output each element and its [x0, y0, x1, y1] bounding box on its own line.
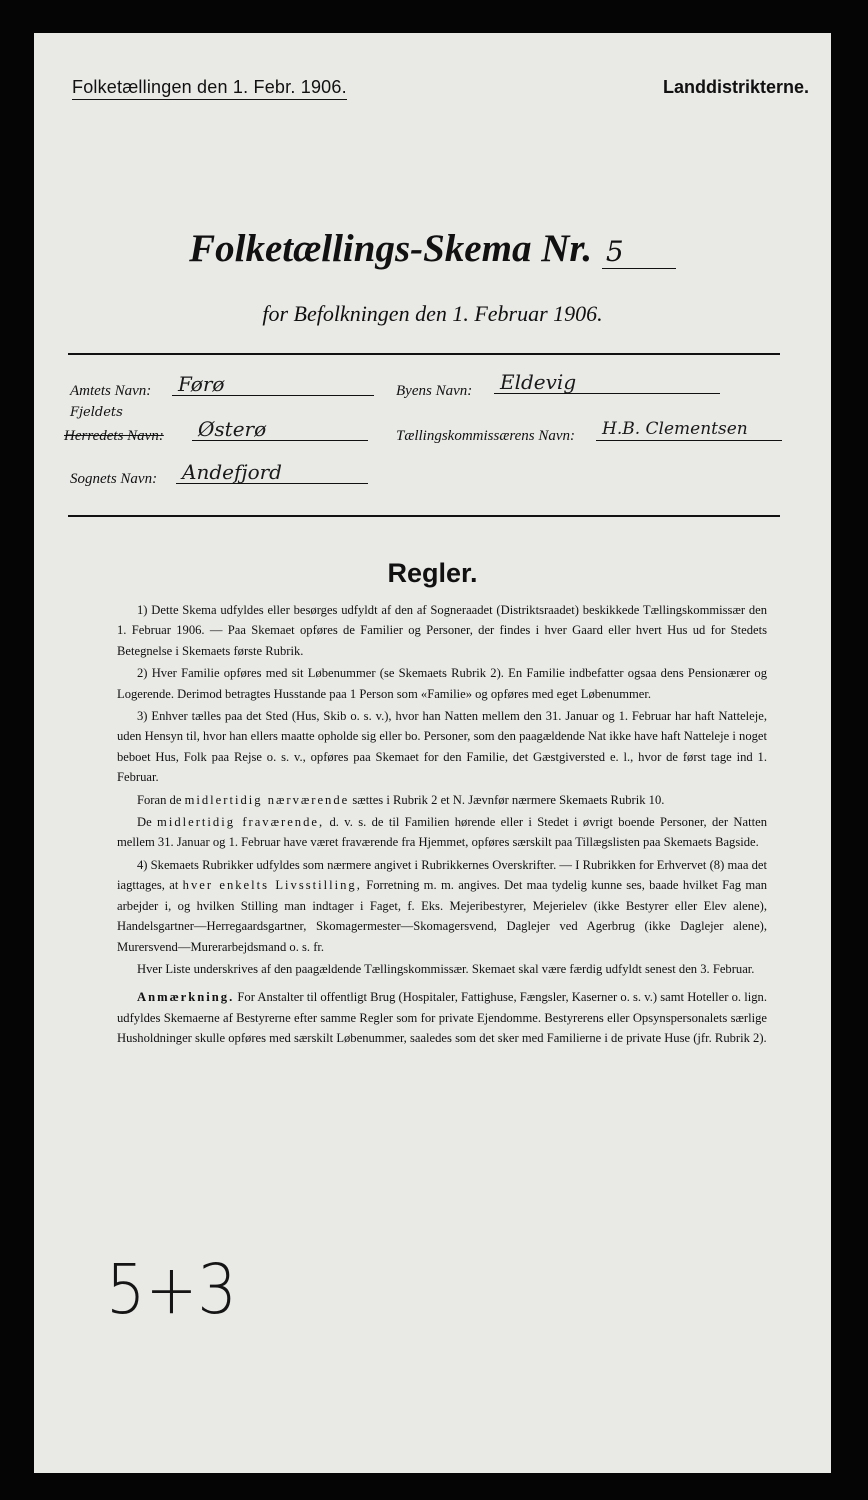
rule-3-present-spaced: midlertidig nærværende — [184, 792, 350, 807]
rule-3-absent-spaced: midlertidig fraværende, — [157, 815, 325, 830]
by-value: Eldevig — [494, 371, 720, 394]
rule-3-present — [117, 790, 767, 810]
remark — [117, 987, 767, 1048]
form-number: 5 — [602, 235, 676, 269]
handwritten-number: 5+3 — [106, 1249, 237, 1330]
rule-3-absent — [117, 812, 767, 853]
sogn-label: Sognets Navn: — [70, 471, 158, 487]
remark-text: For Anstalter til offentligt Brug (Hospitaler, Fattighuse, Fængsler, Kaserner o. s. v.) samt Hoteller o. lign. udfyldes Skemaerne af Bestyrerne efter samme Regler som for private Ejendomme. Bestyrerens eller Opsynspersonalets særlige Husholdninger skulle opføres med særskilt Løbenummer, saaledes som det sker med Familierne i de private Huse (jfr. Rubrik 2). — [117, 990, 767, 1046]
rule-2: 2) Hver Familie opføres med sit Løbenummer (se Skemaets Rubrik 2). En Familie indbefatter ogsaa dens Pensionærer og Logerende. Derimod betragtes Husstande paa 1 Person som «Familie» og opføres med eget Løbenummer. — [117, 666, 767, 701]
herred-label-struck: Herredets Navn: — [64, 428, 164, 444]
rules-heading: Regler. — [387, 558, 478, 588]
rules-text — [117, 600, 767, 1051]
herred-correction: Fjeldets — [70, 405, 123, 420]
divider-top — [68, 353, 780, 355]
rule-4 — [117, 855, 767, 957]
form-title — [34, 226, 831, 271]
remark-label: Anmærkning. — [137, 990, 235, 1005]
form-title-text: Folketællings-Skema Nr. — [189, 227, 593, 270]
rule-3-present-post: sættes i Rubrik 2 et N. Jævnfør nærmere Skemaets Rubrik 10. — [352, 792, 665, 807]
sogn-value: Andefjord — [176, 461, 368, 484]
kommissaer-value: H.B. Clementsen — [596, 418, 782, 441]
rule-4-pre: 4) Skemaets Rubrikker udfyldes som nærmere angivet i Rubrikkernes Overskrifter. — I Rubrikken for Erhvervet (8) maa det iagttages, at — [117, 857, 767, 893]
form-subtitle: for Befolkningen den 1. Februar 1906. — [262, 301, 603, 326]
rule-3: 3) Enhver tælles paa det Sted (Hus, Skib o. s. v.), hvor han Natten mellem den 31. Januar og 1. Februar har haft Natteleje, uden Hensyn til, hvor han ellers maatte opholde sig eller bo. Personer, som den paagældende Nat ikke have haft Natteleje i noget beboet Hus, Folk paa Rejse o. s. v., opføres paa Skemaet for den Familie, det Gæstgiversted e. l., hvor de først tage ind 1. Februar. — [117, 709, 767, 785]
rule-1: 1) Dette Skema udfyldes eller besørges udfyldt af den af Sogneraadet (Distriktsraadet) beskikkede Tællingskommissær den 1. Februar 1906. — Paa Skemaet opføres de Familier og Personer, der findes i hver Gaard eller hvert Hus ud for Stedets Betegnelse i Skemaets første Rubrik. — [117, 603, 767, 658]
divider-bottom — [68, 515, 780, 517]
rule-3-present-pre: Foran de — [137, 792, 182, 807]
rule-3-absent-pre: De — [137, 815, 152, 830]
rule-4-spaced: hver enkelts Livsstilling, — [182, 878, 362, 893]
rule-signature: Hver Liste underskrives af den paagældende Tællingskommissær. Skemaet skal være færdig udfyldt senest den 3. Februar. — [137, 961, 755, 976]
census-header: Folketællingen den 1. Febr. 1906. — [72, 77, 347, 100]
rule-4-post: Forretning m. m. angives. Det maa tydelig kunne ses, baade hvilket Fag man arbejder i, og hvilken Stilling man indtager i Faget, f. Eks. Mejeribestyrer, Mejerielev (ikke Bestyrer eller Elev alene), Handelsgartner—Herregaardsgartner, Skomagermester—Skomagersvend, Daglejer ved Agerbrug (ikke Daglejer alene), Murersvend—Murerarbejdsmand o. s. fr. — [117, 878, 768, 954]
herred-label — [64, 428, 164, 445]
rule-3-absent-post: d. v. s. de til Familien hørende eller i Stedet i øvrigt boende Personer, der Natten mellem 31. Januar og 1. Februar have været fraværende fra Hjemmet, opføres særskilt paa Tillægslisten paa Skemaets Bagside. — [117, 815, 767, 850]
census-form-page — [34, 33, 831, 1473]
by-label: Byens Navn: — [396, 383, 473, 399]
district-type-label: Landdistrikterne. — [662, 77, 809, 97]
herred-value: Østerø — [192, 418, 368, 441]
amt-label: Amtets Navn: — [70, 383, 152, 399]
amt-value: Førø — [172, 373, 374, 396]
kommissaer-label: Tællingskommissærens Navn: — [396, 428, 576, 444]
